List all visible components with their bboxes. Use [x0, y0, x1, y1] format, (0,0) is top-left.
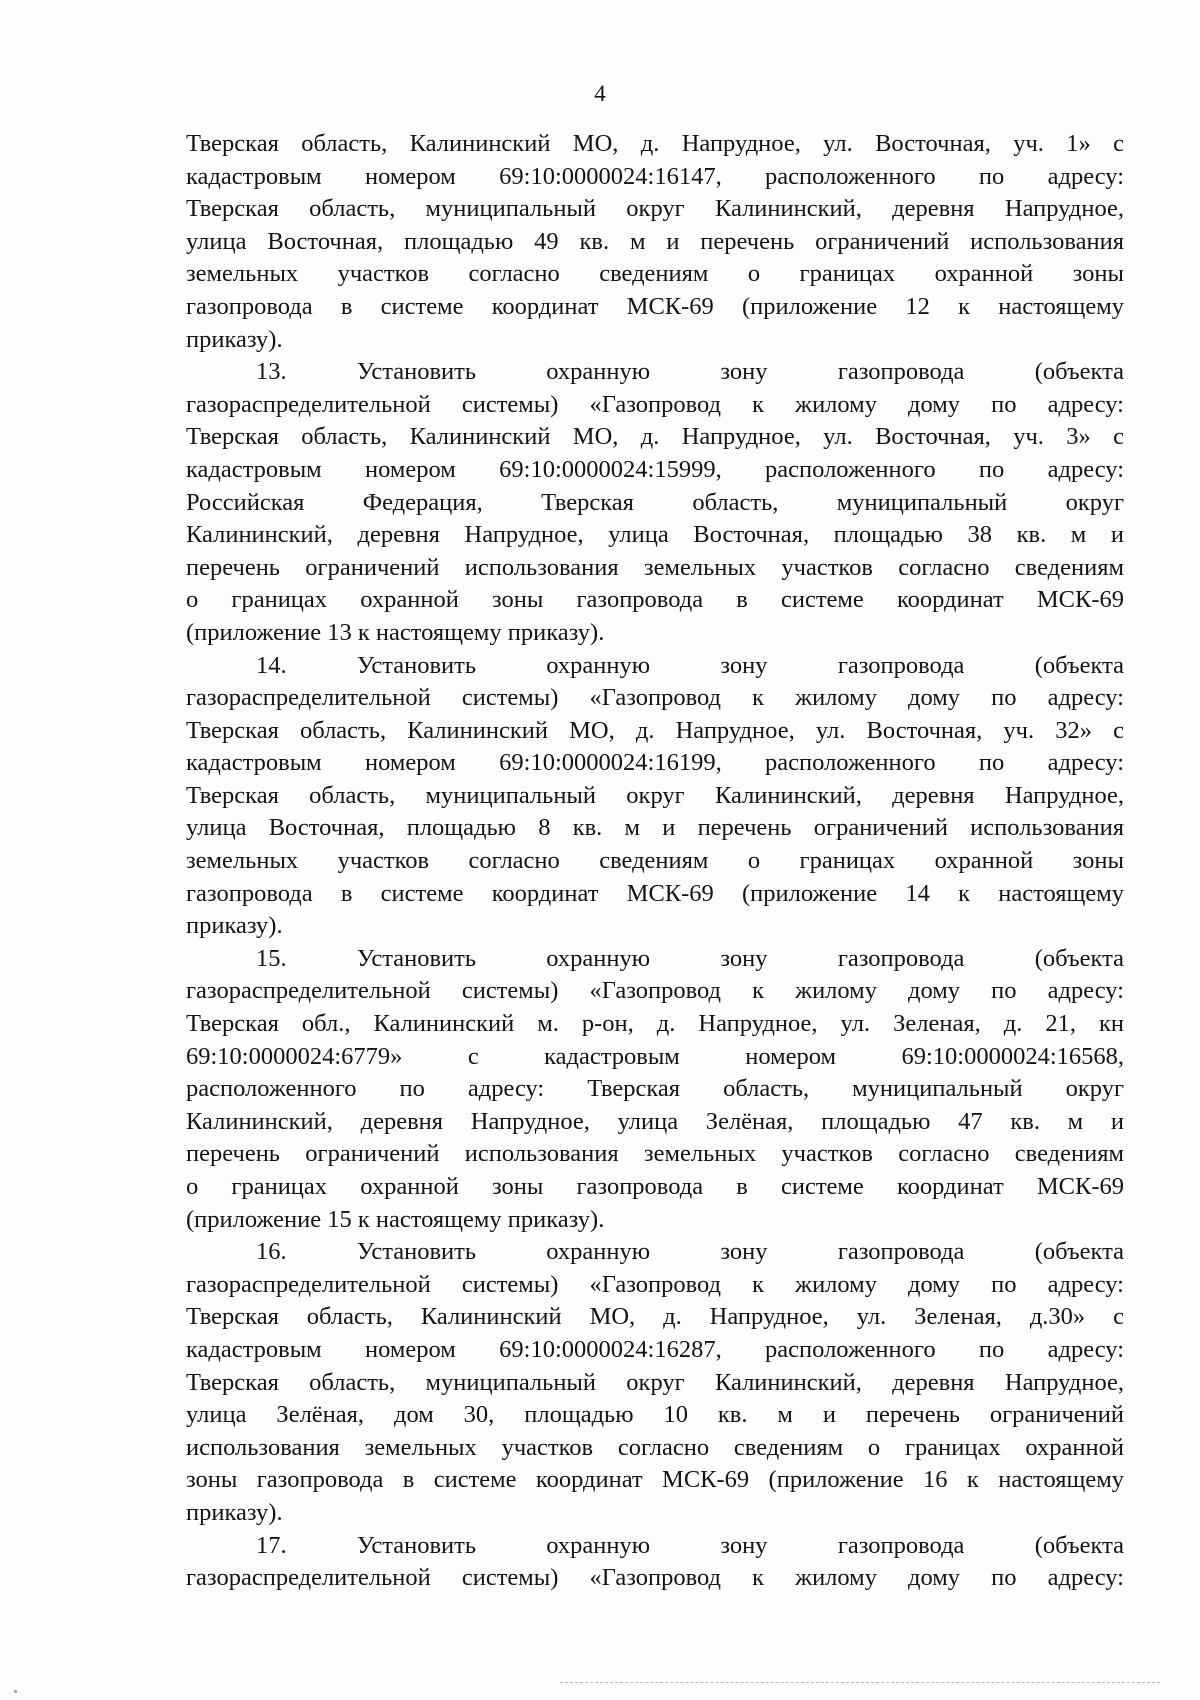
text-line: перечень ограничений использования земельных участков согласно сведениям — [186, 553, 1124, 581]
text-line: газопровода в системе координат МСК-69 (приложение 12 к настоящему — [186, 292, 1124, 320]
document-body — [186, 128, 1124, 1595]
text-line: 16. Установить охранную зону газопровода (объекта — [256, 1238, 1124, 1266]
text-line: кадастровым номером 69:10:0000024:16199, расположенного по адресу: — [186, 749, 1124, 777]
text-line: зоны газопровода в системе координат МСК-69 (приложение 16 к настоящему — [186, 1466, 1124, 1494]
text-line: земельных участков согласно сведениям о границах охранной зоны — [186, 847, 1124, 875]
text-line: использования земельных участков согласно сведениям о границах охранной — [186, 1433, 1124, 1461]
text-line: кадастровым номером 69:10:0000024:16147, расположенного по адресу: — [186, 162, 1124, 190]
text-line: Калининский, деревня Напрудное, улица Восточная, площадью 38 кв. м и — [186, 521, 1124, 549]
text-line: о границах охранной зоны газопровода в системе координат МСК-69 — [186, 1173, 1124, 1200]
text-line: газораспределительной системы) «Газопровод к жилому дому по адресу: — [186, 684, 1124, 712]
text-line: перечень ограничений использования земельных участков согласно сведениям — [186, 1140, 1124, 1168]
text-line: приказу). — [186, 1498, 283, 1526]
text-line: улица Зелёная, дом 30, площадью 10 кв. м и перечень ограничений — [186, 1401, 1124, 1429]
text-line: улица Восточная, площадью 49 кв. м и перечень ограничений использования — [186, 227, 1124, 255]
text-line: 15. Установить охранную зону газопровода (объекта — [256, 944, 1124, 972]
text-line: Тверская область, муниципальный округ Калининский, деревня Напрудное, — [186, 781, 1124, 809]
text-line: газораспределительной системы) «Газопровод к жилому дому по адресу: — [186, 390, 1124, 418]
text-line: Тверская обл., Калининский м. р-он, д. Напрудное, ул. Зеленая, д. 21, кн — [186, 1010, 1124, 1038]
text-line: газораспределительной системы) «Газопровод к жилому дому по адресу: — [186, 977, 1124, 1005]
text-line: приказу). — [186, 912, 283, 940]
text-line: 69:10:0000024:6779» с кадастровым номером 69:10:0000024:16568, — [186, 1042, 1124, 1070]
text-line: Тверская область, Калининский МО, д. Напрудное, ул. Восточная, уч. 3» с — [186, 423, 1124, 451]
text-line: Тверская область, Калининский МО, д. Напрудное, ул. Восточная, уч. 32» с — [186, 716, 1124, 744]
scan-artifact-line — [560, 1682, 1160, 1684]
text-line: (приложение 15 к настоящему приказу). — [186, 1205, 605, 1233]
text-line: кадастровым номером 69:10:0000024:15999, расположенного по адресу: — [186, 455, 1124, 483]
text-line: газораспределительной системы) «Газопровод к жилому дому по адресу: — [186, 1564, 1124, 1592]
text-line: Тверская область, Калининский МО, д. Напрудное, ул. Зеленая, д.30» с — [186, 1303, 1124, 1331]
text-line: 13. Установить охранную зону газопровода (объекта — [256, 358, 1124, 386]
text-line: улица Восточная, площадью 8 кв. м и перечень ограничений использования — [186, 814, 1124, 842]
text-line: расположенного по адресу: Тверская область, муниципальный округ — [186, 1075, 1124, 1103]
text-line: кадастровым номером 69:10:0000024:16287, расположенного по адресу: — [186, 1335, 1124, 1363]
text-line: Российская Федерация, Тверская область, муниципальный округ — [186, 488, 1124, 516]
text-line: (приложение 13 к настоящему приказу). — [186, 618, 605, 646]
scan-artifact-speck — [14, 1690, 17, 1693]
text-line: о границах охранной зоны газопровода в системе координат МСК-69 — [186, 586, 1124, 614]
page-number: 4 — [594, 81, 606, 106]
text-line: Тверская область, муниципальный округ Калининский, деревня Напрудное, — [186, 195, 1124, 223]
text-line: Тверская область, Калининский МО, д. Напрудное, ул. Восточная, уч. 1» с — [186, 130, 1124, 157]
text-line: Тверская область, муниципальный округ Калининский, деревня Напрудное, — [186, 1368, 1124, 1396]
text-line: земельных участков согласно сведениям о границах охранной зоны — [186, 260, 1124, 288]
text-line: газопровода в системе координат МСК-69 (приложение 14 к настоящему — [186, 879, 1124, 907]
text-line: 17. Установить охранную зону газопровода (объекта — [256, 1531, 1124, 1559]
text-line: 14. Установить охранную зону газопровода (объекта — [256, 651, 1124, 679]
text-line: Калининский, деревня Напрудное, улица Зелёная, площадью 47 кв. м и — [186, 1107, 1124, 1135]
text-line: приказу). — [186, 325, 283, 353]
text-line: газораспределительной системы) «Газопровод к жилому дому по адресу: — [186, 1270, 1124, 1298]
